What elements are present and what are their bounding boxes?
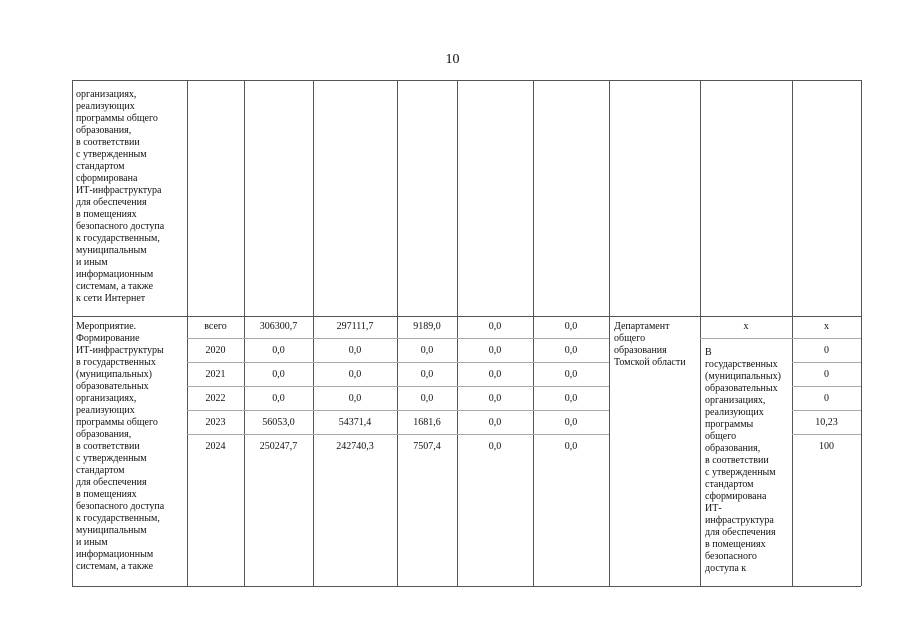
text-line: в соответствии — [705, 455, 769, 466]
text-line: реализующих — [705, 407, 764, 418]
text-line: (муниципальных) — [76, 369, 152, 380]
table-column-border — [187, 80, 188, 586]
cell-col5: 0,0 — [564, 321, 578, 332]
text-line: для обеспечения — [76, 197, 147, 208]
cell-total: 0,0 — [272, 369, 285, 380]
cell-period: 2022 — [205, 393, 226, 404]
cell-col2: 0,0 — [348, 345, 362, 356]
table-top-border — [72, 80, 861, 81]
text-line: к государственным, — [76, 233, 160, 244]
cell-period: 2021 — [205, 369, 226, 380]
cell-total: 250247,7 — [259, 441, 298, 452]
text-line: ИТ-инфраструктура — [76, 185, 162, 196]
cell-col3: 7507,4 — [413, 441, 441, 452]
continued-description-cell — [76, 89, 164, 305]
cell-col4: 0,0 — [488, 441, 502, 452]
cell-col5: 0,0 — [564, 417, 578, 428]
cell-col5: 0,0 — [564, 441, 578, 452]
cell-col4: 0,0 — [488, 345, 502, 356]
table-column-border — [533, 80, 534, 586]
text-line: системам, а также — [76, 281, 154, 292]
text-line: с утвержденным — [76, 149, 147, 160]
table-row-divider — [72, 316, 861, 317]
cell-col2: 0,0 — [348, 369, 362, 380]
text-line: информационным — [76, 549, 154, 560]
cell-col4: 0,0 — [488, 369, 502, 380]
text-line: инфраструктура — [705, 515, 774, 526]
text-line: государственных — [705, 359, 778, 370]
cell-col2: 242740,3 — [336, 441, 374, 452]
text-line: в помещениях — [76, 489, 137, 500]
text-line: сформирована — [76, 173, 138, 184]
table-column-border — [313, 80, 314, 586]
text-line: системам, а также — [76, 561, 154, 572]
page-number: 10 — [445, 52, 460, 67]
text-line: стандартом — [76, 465, 125, 476]
indicator-row-line — [792, 386, 861, 387]
text-line: образования — [614, 345, 667, 356]
text-line: с утвержденным — [705, 467, 776, 478]
text-line: Томской области — [614, 357, 686, 368]
cell-indicator-value: 0 — [824, 393, 829, 404]
cell-indicator-value: 0 — [824, 369, 829, 380]
cell-period: 2020 — [205, 345, 226, 356]
table-column-border — [861, 80, 862, 586]
cell-period: 2024 — [205, 441, 226, 452]
text-line: ИТ-инфраструктуры — [76, 345, 164, 356]
cell-indicator-value: 100 — [819, 441, 834, 452]
table-row-line — [187, 362, 609, 363]
text-line: программы — [705, 419, 754, 430]
text-line: реализующих — [76, 405, 135, 416]
text-line: организациях, — [76, 89, 137, 100]
cell-col3: 0,0 — [420, 393, 434, 404]
text-line: общего — [705, 431, 737, 442]
text-line: безопасного — [705, 551, 757, 562]
cell-col2: 297111,7 — [336, 321, 374, 332]
cell-col3: 9189,0 — [413, 321, 441, 332]
text-line: безопасного доступа — [76, 221, 165, 232]
cell-col2: 54371,4 — [338, 417, 372, 428]
text-line: и иным — [76, 257, 108, 268]
cell-col5: 0,0 — [564, 393, 578, 404]
table-column-border — [609, 80, 610, 586]
text-line: в государственных — [76, 357, 156, 368]
text-line: Формирование — [76, 333, 140, 344]
text-line: стандартом — [76, 161, 125, 172]
cell-col3: 0,0 — [420, 369, 434, 380]
text-line: в соответствии — [76, 441, 140, 452]
text-line: информационным — [76, 269, 154, 280]
text-line: образовательных — [705, 383, 778, 394]
cell-col5: 0,0 — [564, 345, 578, 356]
cell-period: всего — [204, 321, 227, 332]
executor-cell — [614, 321, 686, 369]
cell-total: 0,0 — [272, 393, 285, 404]
table-column-border — [397, 80, 398, 586]
indicator-row-line — [792, 410, 861, 411]
cell-col3: 0,0 — [420, 345, 434, 356]
text-line: безопасного доступа — [76, 501, 165, 512]
text-line: для обеспечения — [76, 477, 147, 488]
table-column-border — [244, 80, 245, 586]
cell-total: 56053,0 — [262, 417, 295, 428]
table-column-border — [700, 80, 701, 586]
text-line: доступа к — [705, 563, 747, 574]
text-line: в соответствии — [76, 137, 140, 148]
table-row-line — [187, 410, 609, 411]
text-line: организациях, — [76, 393, 137, 404]
text-line: программы общего — [76, 417, 158, 428]
text-line: (муниципальных) — [705, 371, 781, 382]
text-line: муниципальным — [76, 525, 147, 536]
table-bottom-border — [72, 586, 861, 587]
text-line: программы общего — [76, 113, 158, 124]
text-line: общего — [614, 333, 646, 344]
text-line: в помещениях — [76, 209, 137, 220]
text-line: стандартом — [705, 479, 754, 490]
text-line: к государственным, — [76, 513, 160, 524]
cell-col4: 0,0 — [488, 321, 502, 332]
text-line: для обеспечения — [705, 527, 776, 538]
text-line: Мероприятие. — [76, 321, 137, 332]
indicator-row-line — [792, 338, 861, 339]
text-line: В — [705, 347, 712, 358]
table-row-line — [187, 434, 609, 435]
cell-col5: 0,0 — [564, 369, 578, 380]
cell-total: 0,0 — [272, 345, 285, 356]
table-row-line — [187, 386, 609, 387]
text-line: и иным — [76, 537, 108, 548]
text-line: образования, — [705, 443, 761, 454]
text-line: организациях, — [705, 395, 766, 406]
text-line: к сети Интернет — [76, 293, 146, 304]
text-line: Департамент — [614, 321, 670, 332]
table-column-border — [792, 80, 793, 586]
table-row-line — [187, 338, 609, 339]
cell-period: 2023 — [205, 417, 226, 428]
cell-col4: 0,0 — [488, 417, 502, 428]
cell-col3: 1681,6 — [413, 417, 441, 428]
text-line: ИТ- — [705, 503, 722, 514]
text-line: в помещениях — [705, 539, 766, 550]
text-line: муниципальным — [76, 245, 147, 256]
measure-description-cell — [76, 321, 164, 573]
cell-col2: 0,0 — [348, 393, 362, 404]
text-line: образовательных — [76, 381, 149, 392]
cell-indicator-value: 10,23 — [815, 417, 838, 428]
text-line: образования, — [76, 429, 132, 440]
indicator-row-line — [792, 362, 861, 363]
text-line: сформирована — [705, 491, 767, 502]
text-line: образования, — [76, 125, 132, 136]
text-line: реализующих — [76, 101, 135, 112]
table-column-border — [457, 80, 458, 586]
cell-total: 306300,7 — [259, 321, 298, 332]
cell-indicator-value: 0 — [824, 345, 829, 356]
table-column-border — [72, 80, 73, 586]
cell-indicator-value: х — [824, 321, 829, 332]
indicator-row-line — [792, 434, 861, 435]
text-line: с утвержденным — [76, 453, 147, 464]
cell-unit: х — [743, 321, 749, 332]
indicator-description-cell — [705, 347, 781, 575]
unit-row-line — [700, 338, 792, 339]
cell-col4: 0,0 — [488, 393, 502, 404]
